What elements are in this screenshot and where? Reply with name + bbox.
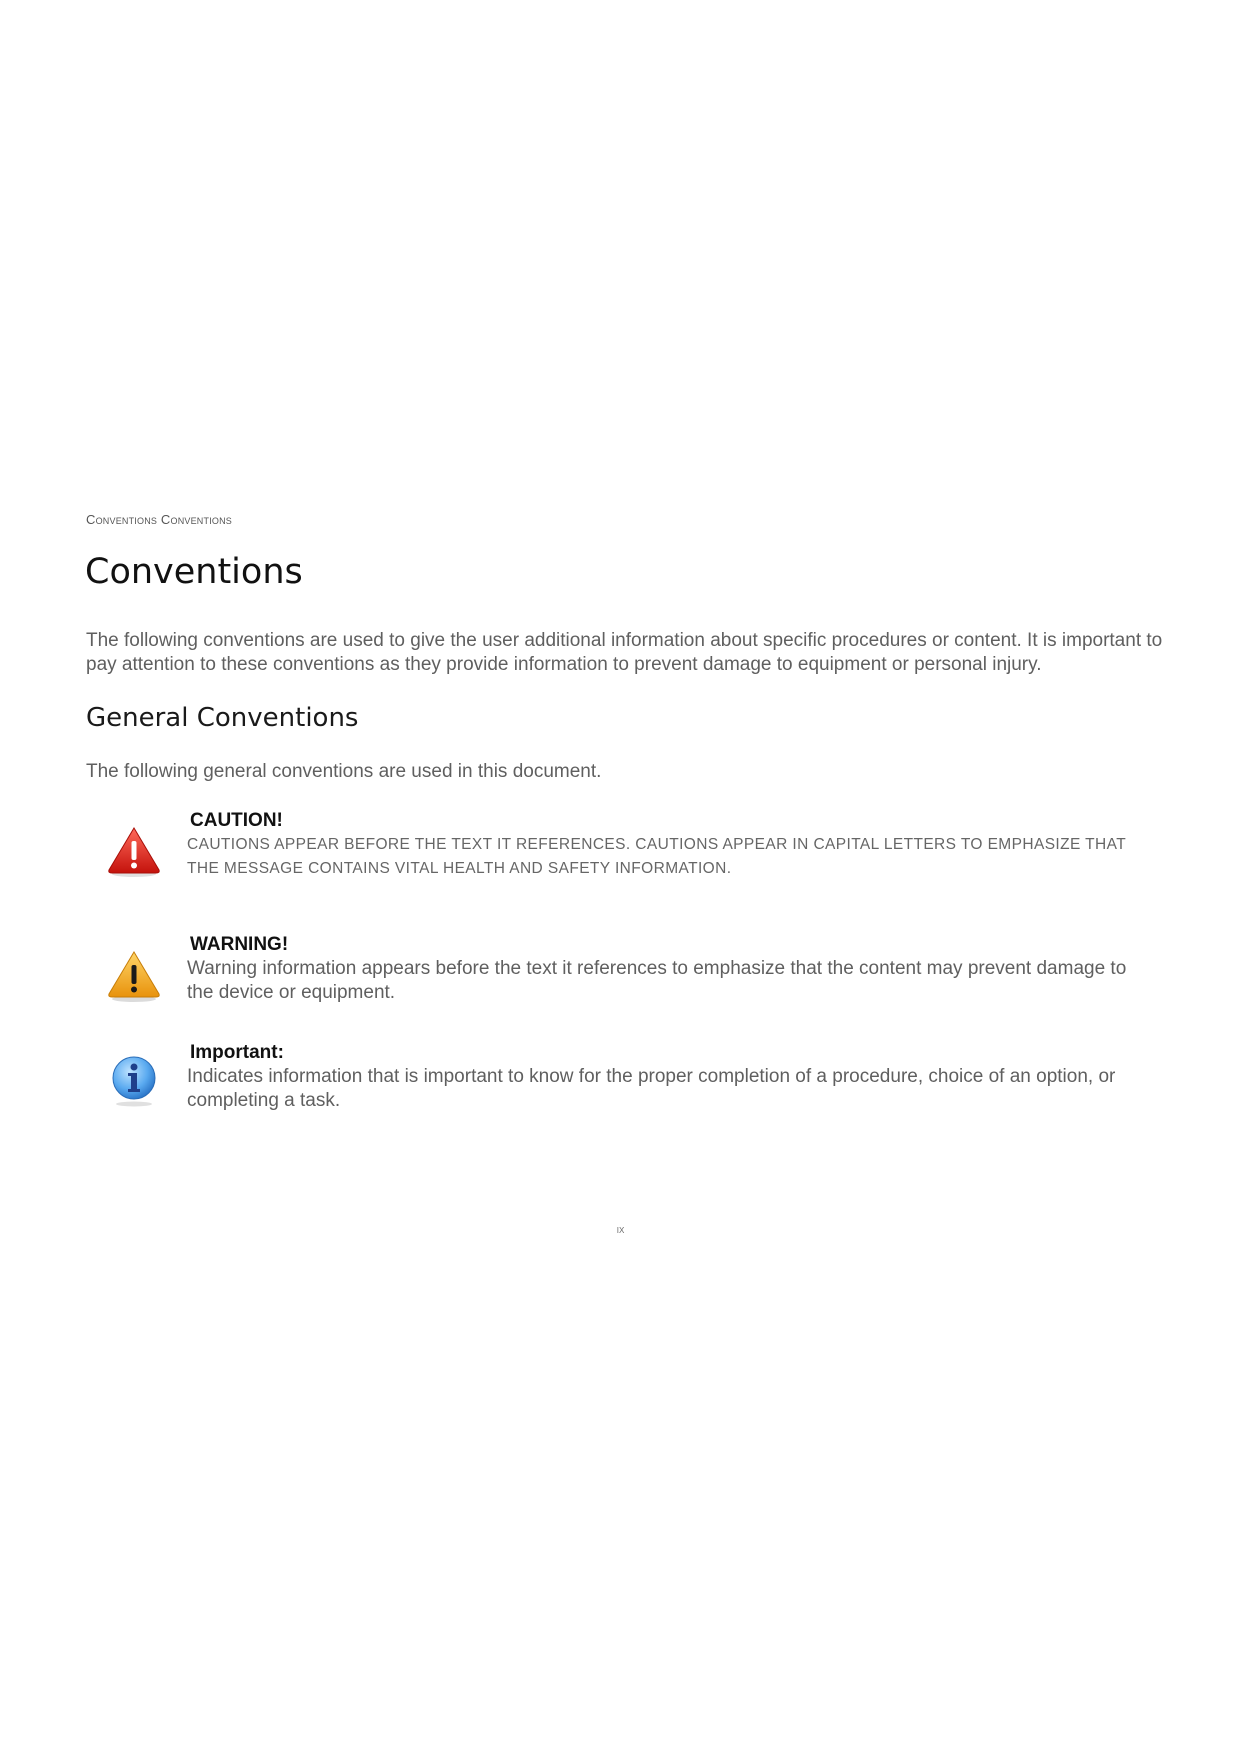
page-title: Conventions <box>85 552 303 592</box>
important-notice <box>100 1042 1170 1122</box>
caution-text: CAUTIONS APPEAR BEFORE THE TEXT IT REFERENCES. CAUTIONS APPEAR IN CAPITAL LETTERS TO EMPHASIZE THAT THE MESSAGE CONTAINS VITAL HEALTH AND SAFETY INFORMATION. <box>187 836 1126 877</box>
section-title: General Conventions <box>86 703 359 733</box>
info-circle-icon <box>106 1052 162 1108</box>
warning-text: Warning information appears before the text it references to emphasize that the content may prevent damage to the device or equipment. <box>187 958 1127 1003</box>
warning-triangle-icon <box>106 948 162 1004</box>
section-intro: The following general conventions are used in this document. <box>86 761 602 782</box>
page-intro: The following conventions are used to give the user additional information about specific procedures or content. It is important to pay attention to these conventions as they provide information to prevent damage to equipment or personal injury. <box>86 630 1163 675</box>
caution-triangle-icon <box>106 824 162 880</box>
caution-notice <box>100 810 1170 890</box>
running-header: Conventions Conventions <box>86 512 233 527</box>
important-label: Important: <box>190 1042 284 1063</box>
warning-label: WARNING! <box>190 934 289 955</box>
page-number: ix <box>616 1222 625 1236</box>
warning-notice <box>100 934 1170 1014</box>
important-text: Indicates information that is important to know for the proper completion of a procedure, choice of an option, or completing a task. <box>187 1066 1116 1111</box>
caution-label: CAUTION! <box>190 810 283 831</box>
